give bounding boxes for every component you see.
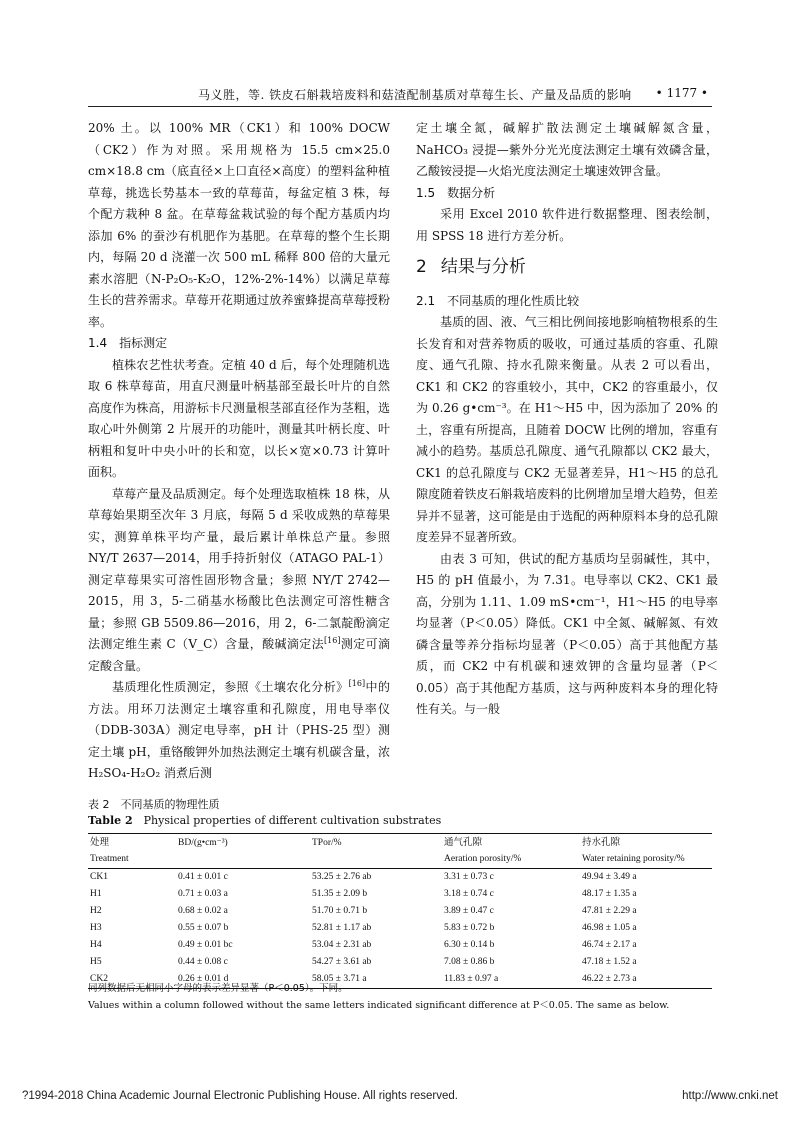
table-cell: 51.35 ± 2.09 b: [312, 889, 368, 899]
table-cell: H3: [90, 923, 102, 933]
paragraph-agronomic: 植株农艺性状考查。定植 40 d 后，每个处理随机选取 6 株草莓苗，用直尺测量叶柄基部至最长叶片的自然高度作为株高，用游标卡尺测量根茎部直径作为茎粗，选取心叶外侧第 2 片展开的功能叶，测量其叶柄长度、叶柄粗和复叶中央小叶的长和宽，以长×宽×0.73 计算叶面积。: [88, 357, 390, 479]
table-notes: [88, 980, 712, 1014]
table-header-cell: Water retaining porosity/%: [580, 850, 712, 869]
table-cell: 0.49 ± 0.01 bc: [178, 940, 233, 950]
page-number: • 1177 •: [655, 86, 708, 100]
table-cell: H5: [90, 957, 102, 967]
citation-ref: [16]: [324, 636, 341, 645]
paragraph-data-analysis: 采用 Excel 2010 软件进行数据整理、图表绘制，用 SPSS 18 进行方差分析。: [416, 207, 718, 243]
table-caption-en: Table 2 Physical properties of different cultivation substrates: [88, 814, 442, 827]
table-header-cell: Treatment: [88, 850, 176, 869]
table-cell: 52.81 ± 1.17 ab: [312, 923, 372, 933]
table-cell: 7.08 ± 0.86 b: [444, 957, 495, 967]
table-cell: 53.04 ± 2.31 ab: [312, 940, 372, 950]
table-cell: 46.22 ± 2.73 a: [580, 971, 712, 989]
table-cell: 53.25 ± 2.76 ab: [312, 872, 372, 882]
section-heading-1-4: 1.4 指标测定: [88, 336, 168, 350]
table-cell: 51.70 ± 0.71 b: [312, 906, 368, 916]
table-row: [88, 869, 712, 887]
paragraph-results-2: 由表 3 可知，供试的配方基质均呈弱碱性，其中，H5 的 pH 值最小，为 7.31。电导率以 CK2、CK1 最高，分别为 1.11、1.09 mS•cm⁻¹，H1～H5 的电导率均显著（P＜0.05）降低。CK1 中全氮、碱解氮、有效磷含量等养分指标均显著（P＜0.05）高于其他配方基质，而 CK2 中有机碳和速效钾的含量均显著（P＜0.05）高于其他配方基质，这与两种废料本身的理化特性有关。与一般: [416, 551, 718, 716]
table-cell: 3.18 ± 0.74 c: [444, 889, 494, 899]
table-note-cn: 同列数据后无相同小字母的表示差异显著（P＜0.05）。下同。: [88, 983, 348, 994]
table-note-en: Values within a column followed without the same letters indicated significant difference at P＜0.05. The same as below.: [88, 1000, 670, 1011]
table-cell: 5.83 ± 0.72 b: [444, 923, 495, 933]
paragraph-continued: 定土壤全氮，碱解扩散法测定土壤碱解氮含量，NaHCO₃ 浸提—紫外分光光度法测定土壤有效磷含量，乙酸铵浸提—火焰光度法测定土壤速效钾含量。: [416, 121, 718, 178]
table-row: [88, 886, 712, 903]
running-header: [88, 84, 712, 107]
section-heading-1-5: 1.5 数据分析: [416, 185, 496, 200]
table-cell: 11.83 ± 0.97 a: [442, 971, 580, 989]
table-caption-cn: 表 2 不同基质的物理性质: [88, 798, 220, 811]
table-header-cell: 通气孔隙: [442, 834, 580, 851]
table-cell: 49.94 ± 3.49 a: [582, 872, 637, 882]
paragraph-continued: 20% 土。以 100% MR（CK1）和 100% DOCW（CK2）作为对照。采用规格为 15.5 cm×25.0 cm×18.8 cm（底直径×上口直径×高度）的塑料盆种植草莓，挑选长势基本一致的草莓苗，每盆定植 3 株，每个配方栽种 8 盆。在草莓盆栽试验的每个配方基质内均添加 6% 的蚕沙有机肥作为基肥。在草莓的整个生长期内，每隔 20 d 浇灌一次 500 mL 稀释 800 倍的大量元素水溶肥（N-P₂O₅-K₂O，12%-2%-14%）以满足草莓生长的营养需求。草莓开花期通过放养蜜蜂提高草莓授粉率。: [88, 121, 390, 329]
section-heading-2: 2 结果与分析: [416, 257, 526, 277]
table-cell: 6.30 ± 0.14 b: [444, 940, 495, 950]
table-cell: 0.26 ± 0.01 d: [176, 971, 310, 989]
table-cell: 46.98 ± 1.05 a: [582, 923, 637, 933]
table-row: [88, 937, 712, 954]
table-cell: CK1: [90, 872, 108, 882]
table-cell: H1: [90, 889, 102, 899]
table-cell: 0.68 ± 0.02 a: [178, 906, 228, 916]
table-cell: H4: [90, 940, 102, 950]
header-title: 马义胜，等. 铁皮石斛栽培废料和菇渣配制基质对草莓生长、产量及品质的影响: [198, 88, 632, 102]
table-cell: 0.71 ± 0.03 a: [178, 889, 228, 899]
paragraph-results-1: 基质的固、液、气三相比例间接地影响植物根系的生长发育和对营养物质的吸收，可通过基质的容重、孔隙度、通气孔隙、持水孔隙来衡量。从表 2 可以看出，CK1 和 CK2 的容重较小，其中，CK2 的容重最小，仅为 0.26 g•cm⁻³。在 H1～H5 中，因为添加了 20% 的土，容重有所提高，且随着 DOCW 比例的增加，容重有减小的趋势。基质总孔隙度、通气孔隙都以 CK2 最大，CK1 的总孔隙度与 CK2 无显著差异，H1～H5 的总孔隙度随着铁皮石斛栽培废料的比例增加呈增大趋势，但差异并不显著，这可能是由于选配的两种原料本身的总孔隙度差异不显著所致。: [416, 315, 718, 544]
table-row: [88, 920, 712, 937]
table-cell: 3.31 ± 0.73 c: [444, 872, 494, 882]
table-cell: CK2: [88, 971, 176, 989]
data-table: [88, 833, 712, 989]
table-cell: 47.18 ± 1.52 a: [582, 957, 637, 967]
table-header-cell: [176, 850, 310, 869]
paragraph-substrate-properties: 基质理化性质测定，参照《土壤农化分析》[16]中的方法。用环刀法测定土壤容重和孔隙度，用电导率仪（DDB-303A）测定电导率，pH 计（PHS-25 型）测定土壤 pH，重铬酸钾外加热法测定土壤有机碳含量，浓 H₂SO₄-H₂O₂ 消煮后测: [88, 679, 390, 780]
table-cell: 0.55 ± 0.07 b: [178, 923, 229, 933]
table-header-cell: TPor/%: [310, 834, 442, 851]
table-row: [88, 954, 712, 971]
copyright-text: ?1994-2018 China Academic Journal Electronic Publishing House. All rights reserved.: [22, 1090, 458, 1102]
table-cell: 58.05 ± 3.71 a: [310, 971, 442, 989]
table-header-cell: 持水孔隙: [580, 834, 712, 851]
footer-link[interactable]: http://www.cnki.net: [682, 1090, 778, 1102]
table-cell: H2: [90, 906, 102, 916]
table-cell: 47.81 ± 2.29 a: [582, 906, 637, 916]
table-row: [88, 903, 712, 920]
citation-ref: [16]: [348, 679, 366, 688]
paragraph-yield-quality: 草莓产量及品质测定。每个处理选取植株 18 株，从草莓始果期至次年 3 月底，每隔 5 d 采收成熟的草莓果实，测算单株平均产量，最后累计单株总产量。参照 NY/T 2637—2014，用手持折射仪（ATAGO PAL-1）测定草莓果实可溶性固形物含量；参照 NY/T 2742—2015，用 3，5-二硝基水杨酸比色法测定可溶性糖含量；参照 GB 5509.86—2016，用 2，6-二氯靛酚滴定法测定维生素 C（V_C）含量，酸碱滴定法[16]测定可滴定酸含量。: [88, 486, 390, 673]
table-header-cell: BD/(g•cm⁻³): [176, 834, 310, 851]
section-heading-2-1: 2.1 不同基质的理化性质比较: [416, 293, 580, 308]
table-cell: 54.27 ± 3.61 ab: [312, 957, 372, 967]
page-footer: [22, 1090, 778, 1102]
table-cell: 0.41 ± 0.01 c: [178, 872, 228, 882]
right-column: [416, 118, 718, 721]
table-caption: [88, 797, 441, 829]
table-header-cell: 处理: [88, 834, 176, 851]
table-cell: 3.89 ± 0.47 c: [444, 906, 494, 916]
left-column: [88, 118, 390, 785]
table-header-cell: [310, 850, 442, 869]
table-header-cell: Aeration porosity/%: [442, 850, 580, 869]
table-cell: 48.17 ± 1.35 a: [582, 889, 637, 899]
table-cell: 0.44 ± 0.08 c: [178, 957, 228, 967]
table-cell: 46.74 ± 2.17 a: [582, 940, 637, 950]
